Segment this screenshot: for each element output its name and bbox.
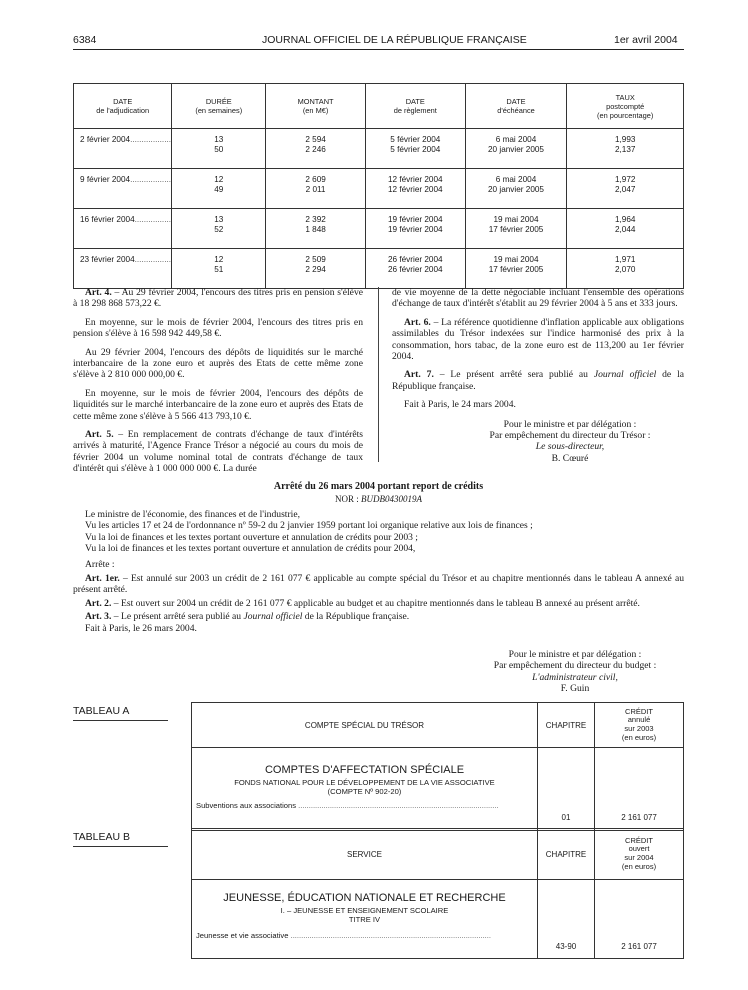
duree-cell: 12 49 [172,169,266,209]
left-column [73,287,363,475]
col-header-date-reglement: DATE de règlement [365,84,465,129]
article-4: Art. 4. – Au 29 février 2004, l'encours des titres pris en pension s'élève à 18 298 868 573,22 €. [73,287,364,310]
adjudication-table [73,83,684,289]
vu-line: Vu la loi de finances et les textes portant ouverture et annulation de crédits pour 2003 ; [85,531,418,543]
reglement-cell: 19 février 2004 19 février 2004 [365,209,465,249]
adjudication-date: 16 février 2004................ [74,209,172,249]
duree-cell: 13 50 [172,129,266,169]
tableau-b-header [192,829,684,880]
table-row [74,169,684,209]
arrete-title: Arrêté du 26 mars 2004 portant report de crédits [273,481,484,492]
tableau-a-rule [73,720,168,721]
credit-cell: 2 161 077 [595,880,684,959]
article-6: Art. 6. – La référence quotidienne d'inflation applicable aux obligations assimilables du Trésor indexées sur l'indice harmonisé des prix à la consommation, hors tabac, de la zone euro est de 113,200 au 1er février 2004. [392,316,684,363]
reglement-cell: 5 février 2004 5 février 2004 [365,129,465,169]
tableau-a-header [192,703,684,748]
col-header-taux: TAUX postcompté (en pourcentage) [567,84,684,129]
taux-cell: 1,993 2,137 [567,129,684,169]
line-label: Subventions aux associations ............................................................................................... [196,801,499,810]
page-number: 6384 [73,34,97,46]
table-row [74,249,684,289]
compte-heading: COMPTES D'AFFECTATION SPÉCIALE [264,764,465,776]
line-label: Jeunesse et vie associative ............................................................................................... [196,931,492,940]
montant-cell: 2 509 2 294 [266,249,366,289]
col-header-chapitre: CHAPITRE [538,829,595,880]
article-5: Art. 5. – En remplacement de contrats d'échange de taux d'intérêts arrivés à maturité, l'Agence France Trésor a négocié au cours du mois de février 2004 un volume nominal total de contrats d'échange de taux d'intérêt qui s'élève à 1 000 000 000 €. La durée [73,429,364,475]
signature-line: Par empêchement du directeur du Trésor : [489,430,651,442]
montant-cell: 2 609 2 011 [266,169,366,209]
fait-a-paris: Fait à Paris, le 24 mars 2004. [404,399,516,411]
adjudication-table-header [74,84,684,129]
paragraph: de vie moyenne de la dette négociable incluant l'ensemble des opérations d'échange de taux d'intérêt s'établit au 29 février 2004 à 5 ans et 333 jours. [392,287,684,310]
nor-reference: NOR : BUDB0430019A [334,494,422,504]
taux-cell: 1,964 2,044 [567,209,684,249]
service-cell [192,880,538,959]
col-header-date-echeance: DATE d'échéance [465,84,567,129]
echeance-cell: 19 mai 2004 17 février 2005 [465,209,567,249]
signature-line: L'administrateur civil, [532,671,618,683]
compte-cell [192,748,538,831]
table-row [74,209,684,249]
signature-name: F. Guin [560,683,590,695]
tableau-b [191,828,684,959]
table-row [74,129,684,169]
fait-a-paris: Fait à Paris, le 26 mars 2004. [85,622,197,634]
tableau-b-label: TABLEAU B [73,831,130,843]
arrete-keyword: Arrête : [85,558,115,570]
paragraph: En moyenne, sur le mois de février 2004, l'encours des dépôts de liquidités sur le marché interbancaire de la zone euro et auprès des Etats de cette même zone s'élève à 5 566 413 793,10 €. [73,387,363,422]
col-header-compte: COMPTE SPÉCIAL DU TRÉSOR [192,703,538,748]
reglement-cell: 12 février 2004 12 février 2004 [365,169,465,209]
credit-cell: 2 161 077 [595,748,684,831]
taux-cell: 1,972 2,047 [567,169,684,209]
tableau-a-row [192,748,684,831]
montant-cell: 2 594 2 246 [266,129,366,169]
article-1: Art. 1er. – Est annulé sur 2003 un crédit de 2 161 077 € applicable au compte spécial du Trésor et au chapitre mentionnés dans le tableau A annexé au présent arrêté. [73,573,684,596]
col-header-duree: DURÉE (en semaines) [172,84,266,129]
echeance-cell: 6 mai 2004 20 janvier 2005 [465,129,567,169]
journal-title: JOURNAL OFFICIEL DE LA RÉPUBLIQUE FRANÇAISE [262,34,527,46]
taux-cell: 1,971 2,070 [567,249,684,289]
echeance-cell: 19 mai 2004 17 février 2005 [465,249,567,289]
chapitre-cell: 43-90 [538,880,595,959]
right-column [392,287,684,464]
signature-line: Le sous-directeur, [535,441,605,453]
col-header-service: SERVICE [192,829,538,880]
article-2: Art. 2. – Est ouvert sur 2004 un crédit de 2 161 077 € applicable au budget et au chapitre mentionnés dans le tableau B annexé au présent arrêté. [85,597,640,609]
tableau-a [191,702,684,831]
article-3: Art. 3. – Le présent arrêté sera publié au Journal officiel de la République française. [85,611,410,623]
compte-number: (COMPTE Nº 902-20) [327,787,402,796]
signature-block [392,419,684,465]
signature-block [460,649,690,695]
service-titre: TITRE IV [348,915,381,924]
duree-cell: 12 51 [172,249,266,289]
signature-name: B. Cœuré [551,452,589,464]
signature-line: Pour le ministre et par délégation : [508,649,642,660]
signature-line: Pour le ministre et par délégation : [503,418,637,430]
col-header-date-adjudication: DATE de l'adjudication [74,84,172,129]
column-divider [378,287,379,462]
col-header-credit: CRÉDIT ouvert sur 2004 (en euros) [595,829,684,880]
service-subheading: I. – JEUNESSE ET ENSEIGNEMENT SCOLAIRE [280,906,449,915]
article-7: Art. 7. – Le présent arrêté sera publié au Journal officiel de la République française. [392,369,684,392]
tableau-b-rule [73,846,168,847]
col-header-credit: CRÉDIT annulé sur 2003 (en euros) [595,703,684,748]
signature-line: Par empêchement du directeur du budget : [493,660,657,672]
tableau-b-row [192,880,684,959]
arrete-intro: Le ministre de l'économie, des finances et de l'industrie, [85,509,300,520]
duree-cell: 13 52 [172,209,266,249]
tableau-a-label: TABLEAU A [73,705,130,717]
adjudication-date: 9 février 2004.................. [74,169,172,209]
paragraph: Au 29 février 2004, l'encours des dépôts de liquidités sur le marché interbancaire de la zone euro et auprès des Etats de cette même zone s'élève à 2 810 000 000,00 €. [73,346,363,381]
compte-subheading: FONDS NATIONAL POUR LE DÉVELOPPEMENT DE LA VIE ASSOCIATIVE [234,778,495,787]
vu-line: Vu les articles 17 et 24 de l'ordonnance nº 59-2 du 2 janvier 1959 portant loi organique relative aux lois de finances ; [85,520,533,532]
issue-date: 1er avril 2004 [614,34,678,46]
vu-line: Vu la loi de finances et les textes portant ouverture et annulation de crédits pour 2004, [85,543,416,555]
paragraph: En moyenne, sur le mois de février 2004, l'encours des titres pris en pension s'élève à 16 598 942 449,58 €. [73,316,363,340]
col-header-montant: MONTANT (en M€) [266,84,366,129]
arrete-body [73,509,684,634]
col-header-chapitre: CHAPITRE [538,703,595,748]
header-rule [73,49,684,50]
reglement-cell: 26 février 2004 26 février 2004 [365,249,465,289]
service-heading: JEUNESSE, ÉDUCATION NATIONALE ET RECHERCHE [223,892,506,904]
adjudication-date: 23 février 2004................ [74,249,172,289]
montant-cell: 2 392 1 848 [266,209,366,249]
chapitre-cell: 01 [538,748,595,831]
adjudication-date: 2 février 2004.................. [74,129,172,169]
echeance-cell: 6 mai 2004 20 janvier 2005 [465,169,567,209]
